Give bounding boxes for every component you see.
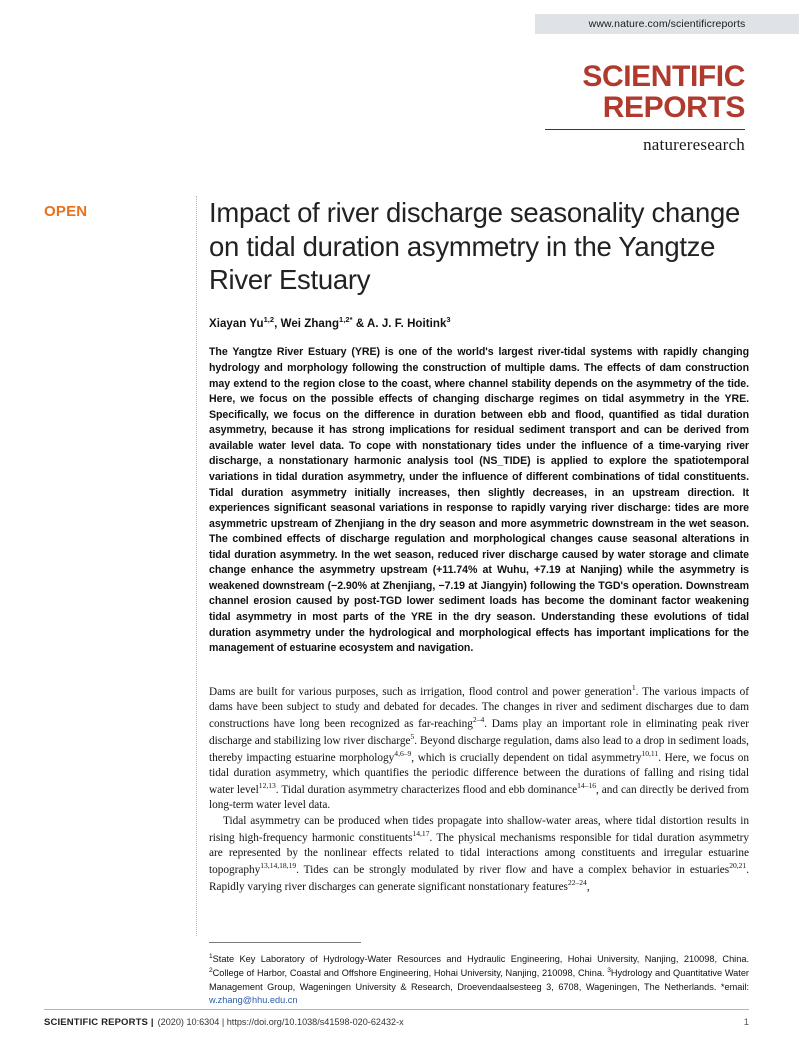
affiliations bbox=[209, 952, 749, 1008]
page-title: Impact of river discharge seasonality change on tidal duration asymmetry in the Yangtze River Estuary bbox=[209, 197, 740, 296]
logo-divider bbox=[545, 129, 745, 130]
logo-scientific: SCIENTIFIC bbox=[582, 60, 745, 93]
logo-publisher-nature: nature bbox=[643, 135, 687, 155]
article-content bbox=[209, 196, 749, 895]
body-paragraph-1: Dams are built for various purposes, such as irrigation, flood control and power generation$^1$. The various impacts of dams have been subject to study and debated for decades. The changes in river and sediment discharges due to dam constructions have long been recognized as far-reaching$^{2-4}$. Dams play an important role in eliminating peak river discharge and stabilizing low river discharge$^5$. Beyond discharge regulation, dams also lead to a drop in sediment loads, thereby impacting estuarine morphology$^{4,6-9}$, which is crucially dependent on tidal asymmetry$^{10,11}$. Here, we focus on tidal duration asymmetry, which quantifies the periodic difference between the durations of falling and rising tidal water level$^{12,13}$. Tidal duration asymmetry characterizes flood and ebb dominance$^{14-16}$, and can directly be derived from long-term water level data. bbox=[209, 682, 750, 812]
affiliation-divider bbox=[209, 942, 361, 943]
body-paragraph-2: Tidal asymmetry can be produced when tides propagate into shallow-water areas, where tidal distortion results in rising high-frequency harmonic constituents$^{14,17}$. The physical mechanisms responsible for tidal duration asymmetry are represented by the nonlinear effects related to tidal interactions among constituents and irregular estuarine topography$^{13,14,18,19}$. Tides can be strongly modulated by river flow and have a complex behavior in estuaries$^{20,21}$. Rapidly varying river discharges can generate significant nonstationary features$^{22-24}$, bbox=[209, 814, 750, 893]
abstract-text: The Yangtze River Estuary (YRE) is one of the world's largest river-tidal systems with rapidly changing hydrology and morphology following the construction of multiple dams. The effects of dam construction may extend to the region close to the coast, where channel stability depends on the asymmetry of the tide. Here, we focus on the possible effects of changing discharge regimes on tidal asymmetry in the YRE. Specifically, we focus on the difference in duration between ebb and flood, quantified as tidal duration asymmetry, because it has strong implications for residual sediment transport and can be derived from available water level data. To cope with nonstationary tides under the influence of a time-varying river discharge, a nonstationary harmonic analysis tool (NS_TIDE) is applied to explore the spatiotemporal variations in tidal duration asymmetry, under the influence of different combinations of tidal constituents. Tidal duration asymmetry initially increases, then slightly decreases, in an upstream direction. It experiences significant seasonal variations in response to rapidly varying river discharge: tides are more asymmetric upstream of Zhenjiang in the dry season and more asymmetric downstream in the wet season. The combined effects of discharge regulation and morphological changes cause seasonal alterations in tidal duration asymmetry. In the wet season, reduced river discharge caused by water storage and climate change enhance the asymmetry upstream (+11.74% at Wuhu, +7.19 at Nanjing) while the asymmetry is weakened downstream (−2.90% at Zhenjiang, −7.19 at Jiangyin) following the TGD's operation. Downstream channel erosion caused by post-TGD lower sediment loads has become the dominant factor weakening tidal asymmetry in most parts of the YRE in the dry season. Understanding these evolutions of tidal duration asymmetry under the hydrological and morphological effects has important implications for the management of estuarine ecosystem and navigation. bbox=[209, 346, 749, 655]
journal-url: www.nature.com/scientificreports bbox=[588, 18, 746, 30]
footer-page-number: 1 bbox=[743, 1017, 749, 1028]
logo-reports: REPORTS bbox=[602, 90, 745, 124]
logo-publisher-research: research bbox=[686, 135, 745, 155]
journal-url-bar bbox=[535, 14, 799, 34]
footer-journal-name: SCIENTIFIC REPORTS | bbox=[44, 1017, 154, 1028]
author-list: Xiayan Yu$^{1,2}$, Wei Zhang$^{1,2*}$ & A. J. F. Hoitink$^3$ bbox=[209, 314, 451, 330]
footer-citation: (2020) 10:6304 | https://doi.org/10.1038/s41598-020-62432-x bbox=[157, 1017, 404, 1027]
body-text bbox=[209, 683, 749, 895]
affiliation-text: $^1$State Key Laboratory of Hydrology-Water Resources and Hydraulic Engineering, Hohai University, Nanjing, 210098, China. $^2$College of Harbor, Coastal and Offshore Engineering, Hohai University, Nanjing, 210098, China. $^3$Hydrology and Quantitative Water Management Group, Wageningen University & Research, Droevendaalsesteeg 3, 6708, Wageningen, The Netherlands. *email: bbox=[209, 953, 749, 992]
column-divider bbox=[196, 196, 197, 936]
corresponding-email-link[interactable]: w.zhang@hhu.edu.cn bbox=[209, 995, 298, 1006]
logo-publisher bbox=[545, 135, 745, 155]
footer-divider bbox=[44, 1009, 749, 1010]
page-footer bbox=[44, 1017, 749, 1028]
journal-logo bbox=[545, 62, 745, 155]
open-access-label: OPEN bbox=[44, 203, 88, 220]
